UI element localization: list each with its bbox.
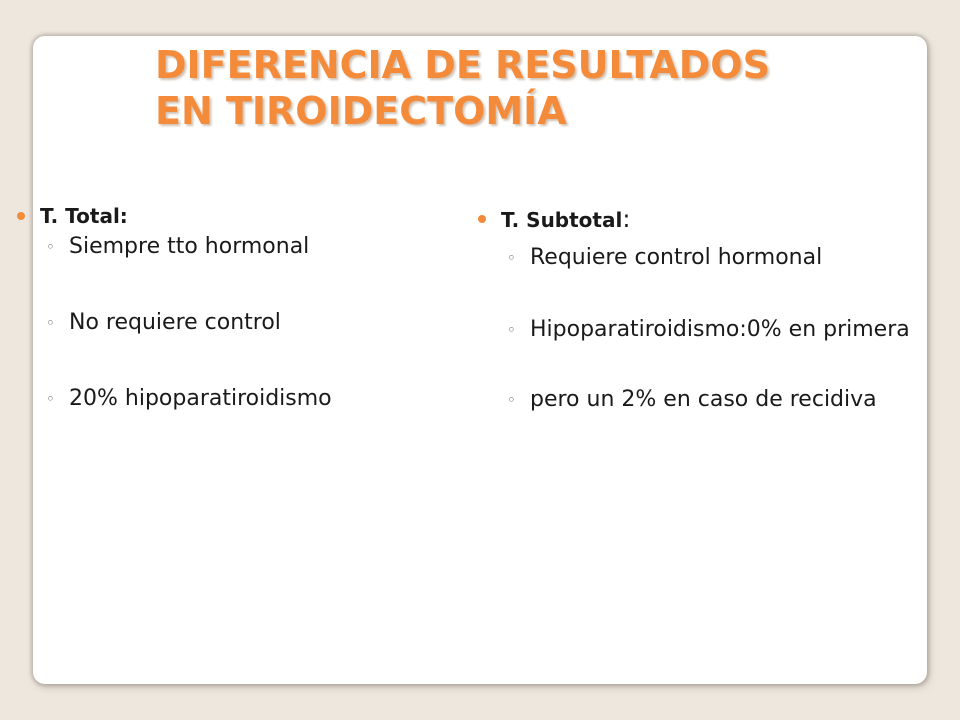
bullet-dot-icon	[478, 215, 486, 223]
circle-bullet-icon: ◦	[507, 249, 516, 267]
list-item	[478, 315, 918, 345]
circle-bullet-icon: ◦	[507, 391, 516, 409]
left-heading	[17, 200, 447, 232]
right-heading-colon: :	[622, 205, 631, 233]
circle-bullet-icon: ◦	[46, 314, 55, 332]
list-item	[17, 308, 447, 338]
list-item	[478, 243, 918, 273]
list-item-text: pero un 2% en caso de recidiva	[530, 387, 877, 412]
list-item-text: Hipoparatiroidismo:0% en primera	[530, 317, 910, 342]
right-heading	[478, 203, 918, 236]
title-line-2: EN TIROIDECTOMÍA	[155, 89, 567, 133]
list-item	[17, 232, 447, 262]
list-item-text: Requiere control hormonal	[530, 245, 823, 270]
list-item-text: 20% hipoparatiroidismo	[69, 386, 332, 411]
list-item-text: No requiere control	[69, 310, 281, 335]
right-heading-text: T. Subtotal	[501, 208, 623, 232]
left-heading-text: T. Total:	[40, 204, 128, 228]
right-column	[478, 203, 918, 415]
title-line-1: DIFERENCIA DE RESULTADOS	[155, 43, 770, 87]
circle-bullet-icon: ◦	[46, 390, 55, 408]
list-item	[478, 385, 918, 415]
left-column	[17, 200, 447, 414]
slide-title	[155, 42, 915, 134]
circle-bullet-icon: ◦	[507, 321, 516, 339]
bullet-dot-icon	[17, 212, 25, 220]
circle-bullet-icon: ◦	[46, 238, 55, 256]
list-item-text: Siempre tto hormonal	[69, 234, 310, 259]
list-item	[17, 384, 447, 414]
